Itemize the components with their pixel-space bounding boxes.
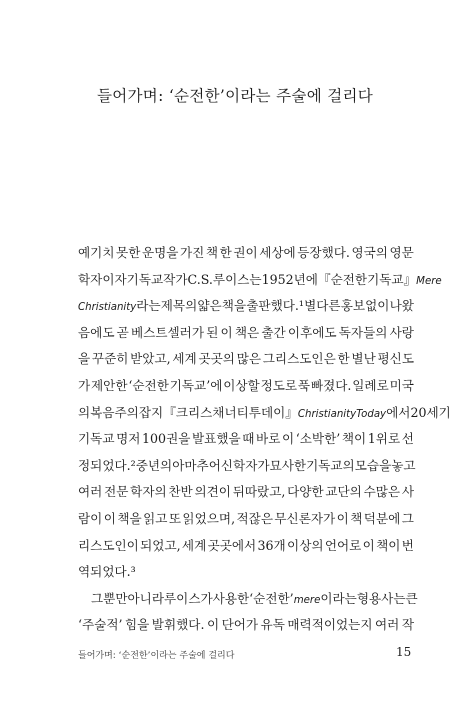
text-segment: 큰 xyxy=(405,590,418,606)
text-segment: 모습을 xyxy=(354,457,392,473)
text-segment: 책이 xyxy=(341,431,367,447)
text-segment: 100권을 xyxy=(142,431,191,447)
text-segment: 람이 xyxy=(78,510,103,526)
word xyxy=(325,479,362,506)
chapter-title: 들어가며: ‘순전한’이라는 주술에 걸리다 xyxy=(96,87,374,105)
text-segment: 찬반 xyxy=(168,484,193,500)
word xyxy=(197,293,221,320)
text-segment: 출간 xyxy=(261,324,286,340)
text-segment: 힘을 xyxy=(124,617,150,633)
word xyxy=(376,533,400,560)
word xyxy=(164,586,213,613)
text-segment: 된 xyxy=(206,324,219,340)
text-segment: 작가 xyxy=(163,271,188,287)
word xyxy=(402,612,414,639)
text-segment: 별다른 xyxy=(304,298,341,314)
text-segment: 책이 xyxy=(376,537,401,553)
text-segment: 학자의 xyxy=(130,484,167,500)
word xyxy=(375,612,399,639)
word xyxy=(390,240,414,267)
text-line xyxy=(78,559,414,586)
text-segment: 무신론자가 xyxy=(274,510,336,526)
word xyxy=(163,267,187,294)
text-segment: ‘주술적’ xyxy=(78,617,123,633)
word xyxy=(263,346,336,373)
text-segment: 루이스가 xyxy=(164,590,213,606)
word xyxy=(206,240,218,267)
italic-term: mere xyxy=(293,594,321,606)
word xyxy=(161,293,198,320)
text-segment: 다양한 xyxy=(287,484,324,500)
text-segment: 읽었으며, xyxy=(182,510,236,526)
word xyxy=(355,453,392,480)
text-segment: 덕분에 xyxy=(363,510,401,526)
text-segment: 나왔 xyxy=(389,298,414,314)
word xyxy=(259,240,296,267)
word xyxy=(406,586,418,613)
text-line xyxy=(78,400,451,427)
text-segment: 선 xyxy=(401,431,414,447)
text-segment: 독자들의 xyxy=(338,324,388,340)
word xyxy=(288,320,337,347)
word xyxy=(410,400,450,427)
word xyxy=(222,293,246,320)
text-segment: 그뿐만 xyxy=(91,590,128,606)
word xyxy=(188,267,201,294)
text-segment: 라는 xyxy=(136,298,161,314)
text-segment: 여러 xyxy=(375,617,400,633)
word xyxy=(78,533,139,560)
text-line xyxy=(78,320,414,347)
word xyxy=(306,453,355,480)
text-line xyxy=(78,533,414,560)
word xyxy=(104,506,116,533)
text-segment: 정도로 xyxy=(260,377,298,393)
text-line xyxy=(78,293,414,320)
word xyxy=(391,453,415,480)
page-number: 15 xyxy=(396,645,412,659)
word xyxy=(287,533,324,560)
text-segment: 이 xyxy=(206,617,220,633)
text-segment: 언어로 xyxy=(324,537,362,553)
word xyxy=(152,612,205,639)
text-segment: 기독교 xyxy=(126,271,164,287)
word xyxy=(78,426,115,453)
text-segment: 때 xyxy=(242,431,255,447)
text-segment: 사 xyxy=(401,484,414,500)
text-segment: 학자이자 xyxy=(78,271,127,287)
text-line xyxy=(78,479,414,506)
word xyxy=(213,586,250,613)
word xyxy=(206,320,218,347)
word xyxy=(131,320,204,347)
word xyxy=(297,240,350,267)
text-segment: 푹 xyxy=(297,377,311,393)
word xyxy=(287,479,324,506)
word xyxy=(78,267,127,294)
text-segment: 영국의 xyxy=(351,245,388,260)
word xyxy=(182,506,235,533)
word xyxy=(236,506,273,533)
word xyxy=(242,426,254,453)
text-segment: 제목의 xyxy=(160,298,198,314)
text-segment: 미국 xyxy=(389,377,414,393)
text-segment: 잡지 xyxy=(138,404,164,420)
word xyxy=(365,293,389,320)
text-segment: 아니라 xyxy=(127,590,164,606)
text-segment: 이 xyxy=(336,510,349,526)
text-segment: S. xyxy=(200,271,213,287)
word xyxy=(140,533,181,560)
word xyxy=(117,320,129,347)
text-segment: 36개 xyxy=(257,537,286,553)
text-segment: 단어가 xyxy=(221,617,259,633)
word xyxy=(130,479,167,506)
text-segment: 운명을 xyxy=(141,245,179,260)
text-segment: 빠졌다. xyxy=(310,377,352,393)
text-segment: 곳곳의 xyxy=(198,351,235,367)
italic-term: Christianity xyxy=(297,408,357,420)
text-segment: 놓고 xyxy=(391,457,416,473)
word xyxy=(342,426,366,453)
word xyxy=(402,479,414,506)
word xyxy=(78,293,161,320)
word xyxy=(78,240,115,267)
text-segment: 책을 xyxy=(117,510,142,526)
word xyxy=(172,346,196,373)
word xyxy=(91,373,128,400)
word xyxy=(78,612,123,639)
word xyxy=(201,267,213,294)
word xyxy=(125,612,149,639)
word xyxy=(130,346,171,373)
text-segment: 또 xyxy=(168,510,181,526)
text-segment: 꾸준히 xyxy=(91,351,129,367)
word xyxy=(298,373,310,400)
word xyxy=(221,320,233,347)
text-segment: 이상의 xyxy=(287,537,324,553)
word xyxy=(337,506,349,533)
word xyxy=(352,373,389,400)
word xyxy=(402,426,414,453)
text-segment: 한 xyxy=(337,351,350,367)
word xyxy=(127,267,164,294)
word xyxy=(390,320,414,347)
text-segment: 에서 xyxy=(386,404,411,420)
word xyxy=(78,346,90,373)
text-segment: 이라는 xyxy=(320,590,357,606)
text-segment: 기독교 xyxy=(78,431,115,447)
word xyxy=(92,346,129,373)
text-line xyxy=(78,586,418,613)
word xyxy=(208,533,257,560)
text-segment: 기독교』 xyxy=(367,271,417,287)
text-segment: 가 xyxy=(78,377,91,393)
word xyxy=(91,586,128,613)
text-segment: 받았고, xyxy=(130,351,171,367)
word xyxy=(402,506,414,533)
text-segment: ‘소박한’ xyxy=(295,431,341,447)
text-segment: 세계 xyxy=(181,537,207,553)
word xyxy=(402,533,414,560)
word xyxy=(116,426,140,453)
text-segment: 평신도 xyxy=(377,351,414,367)
text-segment: 정되었다.² xyxy=(78,457,136,473)
text-segment: 교단의 xyxy=(325,484,362,500)
text-segment: 1위로 xyxy=(367,431,401,447)
word xyxy=(364,506,401,533)
word xyxy=(213,267,262,294)
text-segment: 한 xyxy=(219,245,232,260)
text-segment: ‘순전한 xyxy=(128,377,169,393)
text-segment: 발표했을 xyxy=(192,431,241,447)
text-segment: 기독교의 xyxy=(306,457,355,473)
text-segment: 신학자가 xyxy=(220,457,270,473)
text-segment: 명저 xyxy=(116,431,141,447)
text-segment: 매력적이었는지 xyxy=(287,617,373,633)
text-segment: 유독 xyxy=(260,617,285,633)
text-segment: 적잖은 xyxy=(236,510,273,526)
text-line xyxy=(78,240,414,267)
word xyxy=(220,240,232,267)
text-segment: 바로 xyxy=(256,431,281,447)
text-segment: 복음주의 xyxy=(90,404,139,420)
word xyxy=(136,453,173,480)
text-segment: 세계 xyxy=(172,351,197,367)
word xyxy=(357,586,406,613)
word xyxy=(390,293,414,320)
text-segment: 묘사한 xyxy=(269,457,307,473)
text-segment: 이 xyxy=(220,324,233,340)
text-segment: 『순전한 xyxy=(317,271,368,287)
word xyxy=(356,400,410,427)
text-segment: 뒤따랐고, xyxy=(232,484,286,500)
text-segment: 그 xyxy=(401,510,414,526)
text-segment: 수많은 xyxy=(363,484,401,500)
text-line xyxy=(78,612,414,639)
text-segment: 작 xyxy=(401,617,414,633)
word xyxy=(90,400,139,427)
text-segment: 리스도인이 xyxy=(78,537,139,553)
text-line xyxy=(78,373,414,400)
text-segment: 여러 xyxy=(78,484,103,500)
word xyxy=(296,426,341,453)
word xyxy=(78,400,90,427)
word xyxy=(235,320,259,347)
word xyxy=(249,586,357,613)
text-segment: 아마추어 xyxy=(172,457,221,473)
text-segment: 곳곳에서 xyxy=(207,537,257,553)
text-segment: 가진 xyxy=(179,245,205,260)
text-segment: 얇은 xyxy=(197,298,222,314)
word xyxy=(143,506,167,533)
word xyxy=(194,479,231,506)
word xyxy=(287,612,372,639)
word xyxy=(270,453,307,480)
word xyxy=(116,240,140,267)
word xyxy=(128,586,165,613)
word xyxy=(78,453,136,480)
word xyxy=(351,240,388,267)
word xyxy=(222,612,259,639)
text-segment: 세상에 xyxy=(259,245,296,260)
word xyxy=(78,320,115,347)
word xyxy=(170,373,223,400)
word xyxy=(311,373,352,400)
word xyxy=(221,453,270,480)
word xyxy=(78,506,102,533)
text-segment: 못한 xyxy=(116,245,141,260)
text-line xyxy=(78,346,414,373)
text-segment: 음에도 xyxy=(78,324,115,340)
italic-term: Today xyxy=(356,408,387,420)
word xyxy=(233,479,286,506)
text-segment: 역되었다.³ xyxy=(78,564,136,580)
word xyxy=(246,293,304,320)
word xyxy=(338,346,350,373)
word xyxy=(142,426,190,453)
word xyxy=(182,533,206,560)
word xyxy=(172,453,221,480)
word xyxy=(223,373,260,400)
text-segment: 중년의 xyxy=(135,457,173,473)
text-segment: 제안한 xyxy=(91,377,128,393)
text-segment: 형용사는 xyxy=(356,590,406,606)
word xyxy=(142,240,179,267)
word xyxy=(139,400,163,427)
text-segment: 20세기 xyxy=(410,404,451,420)
text-segment: 의견이 xyxy=(194,484,231,500)
word xyxy=(233,240,257,267)
word xyxy=(304,293,341,320)
word xyxy=(363,533,375,560)
text-segment: 기독교’에 xyxy=(169,377,223,393)
text-segment: 이 xyxy=(103,510,116,526)
word xyxy=(261,373,298,400)
text-segment: 책 xyxy=(350,510,363,526)
text-segment: 번 xyxy=(401,537,414,553)
text-segment: 이후에도 xyxy=(287,324,337,340)
word xyxy=(207,612,219,639)
text-segment: 그리스도인은 xyxy=(262,351,336,367)
text-segment: 별난 xyxy=(351,351,376,367)
text-segment: 등장했다. xyxy=(297,245,350,260)
text-line xyxy=(78,506,414,533)
word xyxy=(192,426,241,453)
word xyxy=(261,612,285,639)
text-segment: 곧 xyxy=(116,324,129,340)
text-segment: 『크리스채너티 xyxy=(163,404,249,420)
word xyxy=(339,320,388,347)
text-segment: 사용한 xyxy=(212,590,250,606)
text-line xyxy=(78,453,414,480)
word xyxy=(163,400,249,427)
word xyxy=(249,400,356,427)
word xyxy=(180,240,204,267)
text-segment: 일례로 xyxy=(352,377,389,393)
text-segment: 책을 xyxy=(221,298,247,314)
word xyxy=(104,479,128,506)
text-segment: 1952년에 xyxy=(261,271,318,287)
word xyxy=(169,506,181,533)
word xyxy=(368,426,400,453)
text-segment: 투데이』 xyxy=(248,404,298,420)
word xyxy=(78,373,90,400)
word xyxy=(364,479,401,506)
text-segment: 사랑 xyxy=(389,324,414,340)
text-segment: 이 xyxy=(281,431,295,447)
text-segment: 을 xyxy=(78,351,91,367)
text-segment: 출판했다.¹ xyxy=(246,298,304,314)
text-segment: ‘순전한’ xyxy=(249,590,294,606)
word xyxy=(367,267,442,294)
word xyxy=(256,426,280,453)
text-segment: 없이 xyxy=(365,298,390,314)
word xyxy=(198,346,235,373)
running-footer: 들어가며: ‘순전한’이라는 주술에 걸리다 xyxy=(78,651,235,661)
word xyxy=(78,479,102,506)
text-line xyxy=(78,267,442,294)
italic-term: Christianity xyxy=(78,302,137,314)
word xyxy=(390,373,414,400)
text-segment: 이상할 xyxy=(223,377,260,393)
text-segment: 의 xyxy=(78,404,91,420)
word xyxy=(237,346,261,373)
text-segment: 책 xyxy=(205,245,219,260)
text-segment: 전문 xyxy=(104,484,129,500)
text-segment: 예기치 xyxy=(78,245,115,260)
word xyxy=(318,267,367,294)
word xyxy=(341,293,365,320)
word xyxy=(128,373,169,400)
body-text xyxy=(78,240,451,639)
text-segment: 루이스는 xyxy=(212,271,262,287)
text-segment: 홍보 xyxy=(340,298,366,314)
text-line xyxy=(78,426,414,453)
word xyxy=(258,533,286,560)
word xyxy=(377,346,414,373)
word xyxy=(350,506,362,533)
word xyxy=(261,320,285,347)
text-segment: 영문 xyxy=(389,245,414,260)
text-segment: 이 xyxy=(362,537,375,553)
word xyxy=(117,506,141,533)
word xyxy=(262,267,318,294)
word xyxy=(325,533,362,560)
word xyxy=(168,479,192,506)
text-segment: 권이 xyxy=(233,245,258,260)
text-segment: 책은 xyxy=(234,324,260,340)
text-segment: 읽고 xyxy=(143,510,168,526)
text-segment: C. xyxy=(187,271,201,287)
text-segment: 되었고, xyxy=(140,537,181,553)
word xyxy=(274,506,335,533)
italic-term: Mere xyxy=(416,275,442,287)
word xyxy=(282,426,294,453)
word xyxy=(351,346,375,373)
text-segment: 발휘했다. xyxy=(151,617,205,633)
text-segment: 많은 xyxy=(236,351,262,367)
text-segment: 베스트셀러가 xyxy=(131,324,205,340)
